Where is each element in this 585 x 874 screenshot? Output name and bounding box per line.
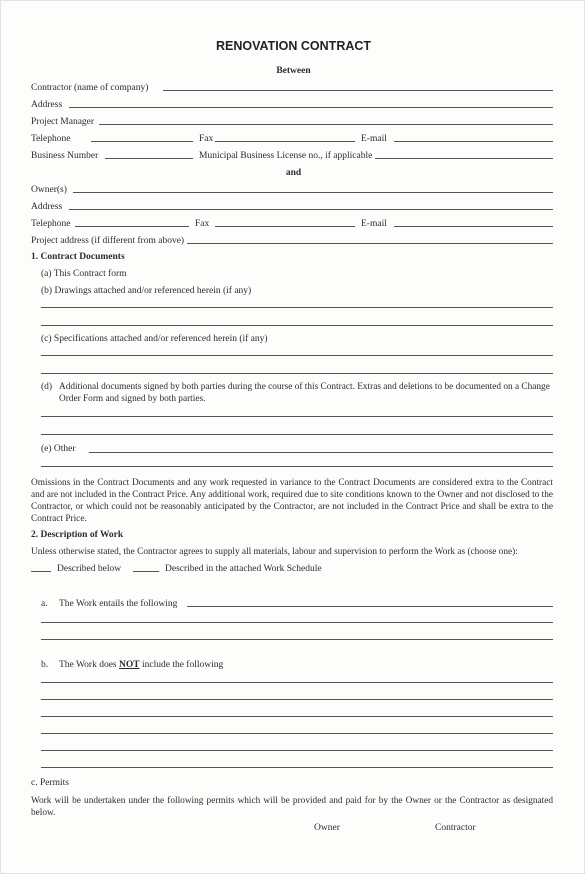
owner-fax-field[interactable] [215, 226, 355, 227]
item-a-marker: a. [41, 599, 48, 609]
specifications-line-2[interactable] [41, 373, 553, 374]
work-entails-line-2[interactable] [41, 622, 553, 623]
owner-email-label: E-mail [361, 219, 387, 229]
option-described-below: Described below [57, 564, 122, 574]
project-manager-field[interactable] [99, 124, 553, 125]
owners-field[interactable] [73, 192, 553, 193]
item-c-specifications: (c) Specifications attached and/or referenced herein (if any) [41, 334, 268, 344]
other-line-2[interactable] [41, 466, 553, 467]
owner-address-label: Address [31, 202, 63, 212]
contractor-fax-field[interactable] [215, 141, 355, 142]
contractor-address-label: Address [31, 100, 63, 110]
item-b-drawings: (b) Drawings attached and/or referenced herein (if any) [41, 286, 252, 296]
page-title: RENOVATION CONTRACT [215, 39, 372, 53]
owner-telephone-label: Telephone [31, 219, 71, 229]
omissions-paragraph: Omissions in the Contract Documents and any work requested in variance to the Contract Documents are considered extra to the Contract and are not included in the Contract Price. Any additional work, required due to site conditions known to the Owner and not disclosed to the Contractor, or which could not be reasonably anticipated by the Contractor, are not included in the Contract Price and shall be extra to the Contract Price. [31, 478, 553, 524]
between-label: Between [276, 66, 311, 76]
owner-email-field[interactable] [394, 226, 553, 227]
project-address-field[interactable] [187, 243, 553, 244]
contractor-column-header: Contractor [435, 823, 476, 833]
additional-docs-line-1[interactable] [41, 416, 553, 417]
work-entails-label: The Work entails the following [59, 599, 178, 609]
not-emphasis: NOT [119, 660, 140, 670]
option-work-schedule: Described in the attached Work Schedule [165, 564, 322, 574]
item-d-marker: (d) [41, 382, 53, 392]
work-not-pre: The Work does [59, 660, 120, 670]
municipal-license-label: Municipal Business License no., if applicable [199, 151, 373, 161]
item-a-contract-form: (a) This Contract form [41, 269, 127, 279]
not-included-line-1[interactable] [41, 682, 553, 683]
and-label: and [285, 168, 302, 178]
contractor-email-label: E-mail [361, 134, 387, 144]
municipal-license-field[interactable] [375, 158, 553, 159]
option-work-schedule-blank[interactable] [133, 571, 159, 572]
not-included-line-4[interactable] [41, 733, 553, 734]
permits-paragraph: Work will be undertaken under the following permits which will be provided and paid for by the Owner or the Contractor as designated below. [31, 796, 553, 818]
business-number-label: Business Number [31, 151, 99, 161]
work-not-included-label [59, 660, 223, 670]
contractor-email-field[interactable] [394, 141, 553, 142]
owner-fax-label: Fax [195, 219, 210, 229]
other-line-1[interactable] [89, 452, 553, 453]
item-e-other: (e) Other [41, 444, 76, 454]
work-entails-line-3[interactable] [41, 639, 553, 640]
contractor-name-label: Contractor (name of company) [31, 83, 149, 93]
additional-docs-line-2[interactable] [41, 434, 553, 435]
owners-label: Owner(s) [31, 185, 67, 195]
business-number-field[interactable] [105, 158, 193, 159]
not-included-line-5[interactable] [41, 750, 553, 751]
not-included-line-6[interactable] [41, 767, 553, 768]
contractor-telephone-field[interactable] [91, 141, 193, 142]
item-d-additional-documents: Additional documents signed by both parties during the course of this Contract. Extras and deletions to be documented on a Change Order Form and signed by both parties. [59, 382, 550, 404]
item-b-marker: b. [41, 660, 49, 670]
specifications-line-1[interactable] [41, 355, 553, 356]
section1-heading: 1. Contract Documents [31, 252, 125, 262]
project-manager-label: Project Manager [31, 117, 95, 127]
work-entails-line-1[interactable] [187, 606, 553, 607]
permits-heading: c. Permits [31, 778, 69, 788]
section2-intro: Unless otherwise stated, the Contractor agrees to supply all materials, labour and supervision to perform the Work as (choose one): [31, 547, 518, 557]
owner-telephone-field[interactable] [75, 226, 189, 227]
work-not-post: include the following [139, 660, 224, 670]
contractor-address-field[interactable] [69, 107, 553, 108]
contractor-name-field[interactable] [163, 90, 553, 91]
not-included-line-2[interactable] [41, 699, 553, 700]
drawings-line-1[interactable] [41, 307, 553, 308]
section2-heading: 2. Description of Work [31, 530, 124, 540]
owner-column-header: Owner [314, 823, 340, 833]
owner-address-field[interactable] [69, 209, 553, 210]
option-described-below-blank[interactable] [31, 571, 51, 572]
project-address-label: Project address (if different from above) [31, 236, 185, 246]
drawings-line-2[interactable] [41, 325, 553, 326]
contractor-fax-label: Fax [199, 134, 214, 144]
contractor-telephone-label: Telephone [31, 134, 71, 144]
not-included-line-3[interactable] [41, 716, 553, 717]
